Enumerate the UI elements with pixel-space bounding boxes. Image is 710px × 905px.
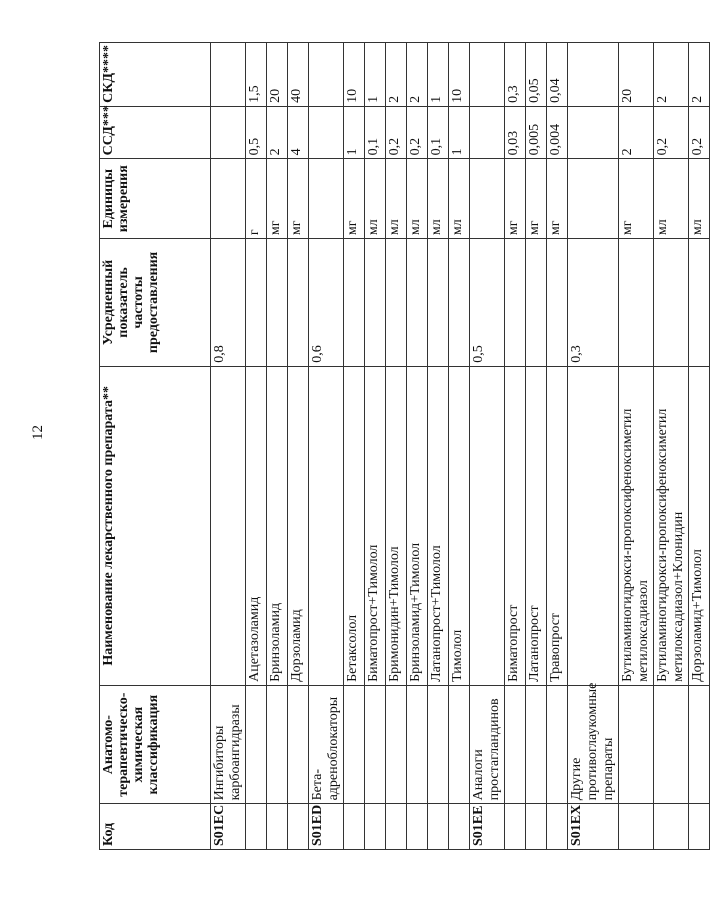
group-ssd-empty xyxy=(309,106,344,158)
freq-empty xyxy=(386,239,407,367)
unit: г xyxy=(246,159,267,239)
group-frequency: 0,8 xyxy=(211,239,246,367)
atc-empty xyxy=(407,685,428,804)
group-frequency: 0,5 xyxy=(470,239,505,367)
atc-empty xyxy=(344,685,365,804)
unit: мл xyxy=(365,159,386,239)
freq-empty xyxy=(288,239,309,367)
drug-name: Тимолол xyxy=(449,366,470,685)
group-drug-empty xyxy=(211,366,246,685)
table-row xyxy=(689,43,710,850)
code-empty xyxy=(344,804,365,850)
code-empty xyxy=(288,804,309,850)
table-row xyxy=(344,43,365,850)
atc-empty xyxy=(547,685,568,804)
atc-empty xyxy=(526,685,547,804)
freq-empty xyxy=(407,239,428,367)
atc-empty xyxy=(449,685,470,804)
group-code: S01ED xyxy=(309,804,344,850)
skd-value: 2 xyxy=(386,43,407,107)
table-row xyxy=(547,43,568,850)
atc-empty xyxy=(428,685,449,804)
freq-empty xyxy=(526,239,547,367)
drug-standard-table xyxy=(99,42,710,850)
table-row xyxy=(654,43,689,850)
atc-empty xyxy=(365,685,386,804)
code-empty xyxy=(654,804,689,850)
table-row xyxy=(526,43,547,850)
drug-name: Бутиламиногидрокси-пропоксифеноксиметил метилоксадиазол+Клонидин xyxy=(654,366,689,685)
code-empty xyxy=(386,804,407,850)
unit: мл xyxy=(407,159,428,239)
freq-empty xyxy=(505,239,526,367)
freq-empty xyxy=(365,239,386,367)
drug-name: Латанопрост xyxy=(526,366,547,685)
unit: мл xyxy=(386,159,407,239)
freq-empty xyxy=(449,239,470,367)
group-skd-empty xyxy=(470,43,505,107)
skd-value: 1,5 xyxy=(246,43,267,107)
group-frequency: 0,3 xyxy=(568,239,619,367)
document-table-rotated xyxy=(99,42,705,850)
unit: мл xyxy=(428,159,449,239)
page-number: 12 xyxy=(30,425,46,440)
atc-empty xyxy=(267,685,288,804)
skd-value: 20 xyxy=(267,43,288,107)
group-drug-empty xyxy=(568,366,619,685)
drug-name: Бетаксолол xyxy=(344,366,365,685)
ssd-value: 2 xyxy=(267,106,288,158)
skd-value: 20 xyxy=(619,43,654,107)
atc-empty xyxy=(246,685,267,804)
code-empty xyxy=(365,804,386,850)
unit: мг xyxy=(505,159,526,239)
ssd-value: 1 xyxy=(449,106,470,158)
atc-empty xyxy=(619,685,654,804)
group-unit-empty xyxy=(470,159,505,239)
group-row xyxy=(309,43,344,850)
group-row xyxy=(568,43,619,850)
skd-value: 0,04 xyxy=(547,43,568,107)
drug-name: Ацетазоламид xyxy=(246,366,267,685)
ssd-value: 0,004 xyxy=(547,106,568,158)
drug-name: Биматопрост xyxy=(505,366,526,685)
code-empty xyxy=(449,804,470,850)
group-row xyxy=(470,43,505,850)
table-row xyxy=(365,43,386,850)
group-ssd-empty xyxy=(568,106,619,158)
group-unit-empty xyxy=(568,159,619,239)
code-empty xyxy=(526,804,547,850)
code-empty xyxy=(246,804,267,850)
ssd-value: 0,1 xyxy=(365,106,386,158)
header-frequency: Усредненный показатель частоты предоставления xyxy=(100,239,211,367)
group-atc: Бета-адреноблокаторы xyxy=(309,685,344,804)
drug-name: Дорзоламид xyxy=(288,366,309,685)
table-row xyxy=(505,43,526,850)
header-row xyxy=(100,43,211,850)
code-empty xyxy=(407,804,428,850)
table-row xyxy=(428,43,449,850)
header-drug: Наименование лекарственного препарата** xyxy=(100,366,211,685)
table-row xyxy=(619,43,654,850)
code-empty xyxy=(619,804,654,850)
group-unit-empty xyxy=(211,159,246,239)
unit: мг xyxy=(267,159,288,239)
ssd-value: 0,2 xyxy=(654,106,689,158)
unit: мл xyxy=(689,159,710,239)
unit: мл xyxy=(654,159,689,239)
table-row xyxy=(267,43,288,850)
header-code: Код xyxy=(100,804,211,850)
skd-value: 10 xyxy=(344,43,365,107)
atc-empty xyxy=(689,685,710,804)
freq-empty xyxy=(267,239,288,367)
header-unit: Единицы измерения xyxy=(100,159,211,239)
table-row xyxy=(246,43,267,850)
table-row xyxy=(449,43,470,850)
code-empty xyxy=(547,804,568,850)
code-empty xyxy=(267,804,288,850)
drug-name: Бутиламиногидрокси-пропоксифеноксиметил метилоксадиазол xyxy=(619,366,654,685)
header-atc: Анатомо-терапевтическо-химическая классификация xyxy=(100,685,211,804)
group-drug-empty xyxy=(309,366,344,685)
skd-value: 2 xyxy=(689,43,710,107)
ssd-value: 0,2 xyxy=(689,106,710,158)
atc-empty xyxy=(654,685,689,804)
freq-empty xyxy=(344,239,365,367)
table-row xyxy=(386,43,407,850)
ssd-value: 0,03 xyxy=(505,106,526,158)
drug-name: Бримонидин+Тимолол xyxy=(386,366,407,685)
drug-name: Травопрост xyxy=(547,366,568,685)
skd-value: 0,05 xyxy=(526,43,547,107)
header-skd: СКД**** xyxy=(100,43,211,107)
drug-name: Бринзоламид+Тимолол xyxy=(407,366,428,685)
table-row xyxy=(288,43,309,850)
unit: мг xyxy=(344,159,365,239)
ssd-value: 2 xyxy=(619,106,654,158)
code-empty xyxy=(689,804,710,850)
freq-empty xyxy=(654,239,689,367)
skd-value: 10 xyxy=(449,43,470,107)
drug-name: Биматопрост+Тимолол xyxy=(365,366,386,685)
header-ssd: ССД*** xyxy=(100,106,211,158)
atc-empty xyxy=(505,685,526,804)
group-skd-empty xyxy=(309,43,344,107)
skd-value: 0,3 xyxy=(505,43,526,107)
atc-empty xyxy=(288,685,309,804)
code-empty xyxy=(428,804,449,850)
group-frequency: 0,6 xyxy=(309,239,344,367)
group-code: S01EC xyxy=(211,804,246,850)
ssd-value: 0,005 xyxy=(526,106,547,158)
skd-value: 2 xyxy=(407,43,428,107)
drug-name: Бринзоламид xyxy=(267,366,288,685)
freq-empty xyxy=(689,239,710,367)
skd-value: 2 xyxy=(654,43,689,107)
unit: мл xyxy=(449,159,470,239)
skd-value: 1 xyxy=(365,43,386,107)
table-row xyxy=(407,43,428,850)
atc-empty xyxy=(386,685,407,804)
drug-name: Латанопрост+Тимолол xyxy=(428,366,449,685)
group-unit-empty xyxy=(309,159,344,239)
group-atc: Аналоги простагландинов xyxy=(470,685,505,804)
unit: мг xyxy=(288,159,309,239)
freq-empty xyxy=(428,239,449,367)
group-code: S01EE xyxy=(470,804,505,850)
unit: мг xyxy=(547,159,568,239)
ssd-value: 0,2 xyxy=(407,106,428,158)
ssd-value: 0,5 xyxy=(246,106,267,158)
group-atc: Ингибиторы карбоангидразы xyxy=(211,685,246,804)
freq-empty xyxy=(246,239,267,367)
group-skd-empty xyxy=(568,43,619,107)
skd-value: 40 xyxy=(288,43,309,107)
freq-empty xyxy=(619,239,654,367)
ssd-value: 1 xyxy=(344,106,365,158)
group-code: S01EX xyxy=(568,804,619,850)
code-empty xyxy=(505,804,526,850)
ssd-value: 0,1 xyxy=(428,106,449,158)
ssd-value: 4 xyxy=(288,106,309,158)
group-atc: Другие противоглаукомные препараты xyxy=(568,685,619,804)
ssd-value: 0,2 xyxy=(386,106,407,158)
group-ssd-empty xyxy=(470,106,505,158)
freq-empty xyxy=(547,239,568,367)
group-row xyxy=(211,43,246,850)
group-skd-empty xyxy=(211,43,246,107)
drug-name: Дорзоламид+Тимолол xyxy=(689,366,710,685)
skd-value: 1 xyxy=(428,43,449,107)
group-drug-empty xyxy=(470,366,505,685)
unit: мг xyxy=(619,159,654,239)
group-ssd-empty xyxy=(211,106,246,158)
unit: мг xyxy=(526,159,547,239)
